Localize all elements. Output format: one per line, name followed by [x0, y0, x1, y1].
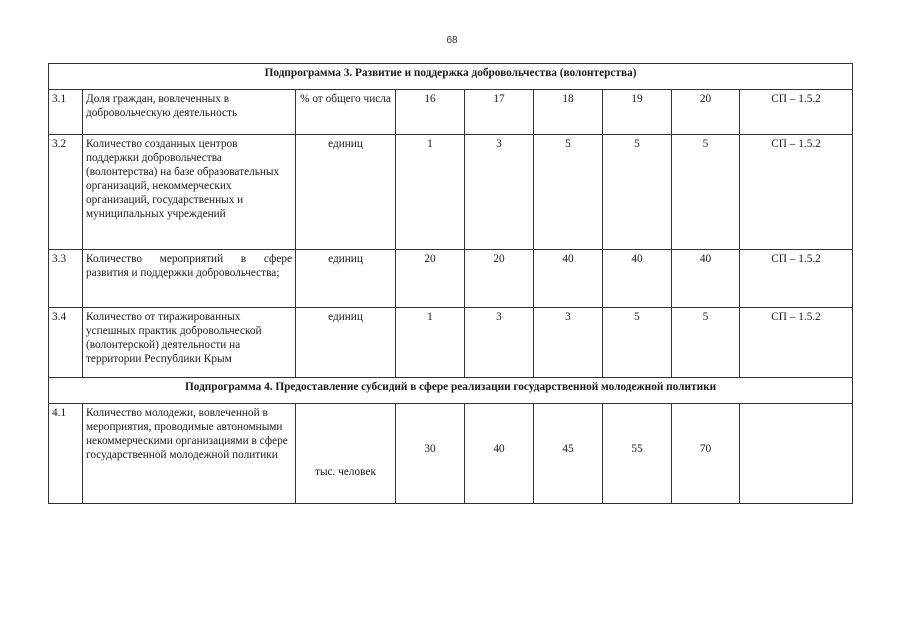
value-cell: 19: [603, 90, 672, 135]
table-row: [49, 90, 853, 135]
value-cell: 55: [603, 404, 672, 504]
section-header-row: [49, 64, 853, 90]
value-cell: 16: [396, 90, 465, 135]
indicator-name: Количество созданных центров поддержки добровольчества (волонтерства) на базе образовательных организаций, некоммерческих организаций, государственных и муниципальных учреждений: [83, 135, 296, 250]
row-number: 4.1: [49, 404, 83, 504]
value-cell: 40: [603, 250, 672, 308]
value-cell: 17: [465, 90, 534, 135]
row-number: 3.4: [49, 308, 83, 378]
table-row: [49, 308, 853, 378]
unit-cell: единиц: [296, 250, 396, 308]
reference-cell: СП – 1.5.2: [740, 90, 853, 135]
reference-cell: СП – 1.5.2: [740, 308, 853, 378]
value-cell: 30: [396, 404, 465, 504]
unit-cell: единиц: [296, 308, 396, 378]
value-cell: 5: [603, 135, 672, 250]
value-cell: 40: [534, 250, 603, 308]
reference-cell: СП – 1.5.2: [740, 135, 853, 250]
row-number: 3.3: [49, 250, 83, 308]
table-row: [49, 404, 853, 504]
indicator-name: Количество от тиражированных успешных практик добровольческой (волонтерской) деятельности на территории Республики Крым: [83, 308, 296, 378]
value-cell: 40: [465, 404, 534, 504]
unit-cell: единиц: [296, 135, 396, 250]
reference-cell: СП – 1.5.2: [740, 250, 853, 308]
table-row: [49, 135, 853, 250]
indicators-table: [48, 63, 853, 504]
page-number: 68: [446, 35, 458, 46]
unit-cell: % от общего числа: [296, 90, 396, 135]
value-cell: 5: [603, 308, 672, 378]
value-cell: 20: [672, 90, 740, 135]
section-title: Подпрограмма 4. Предоставление субсидий в сфере реализации государственной молодежной политики: [49, 378, 853, 404]
indicator-name: Количество молодежи, вовлеченной в мероприятия, проводимые автономными некоммерческими организациями в сфере государственной молодежной политики: [83, 404, 296, 504]
value-cell: 18: [534, 90, 603, 135]
reference-cell: [740, 404, 853, 504]
value-cell: 1: [396, 135, 465, 250]
value-cell: 20: [396, 250, 465, 308]
section-header-row: [49, 378, 853, 404]
value-cell: 3: [465, 135, 534, 250]
indicator-name: Количество мероприятий в сфере развития и поддержки добровольчества;: [83, 250, 296, 308]
value-cell: 3: [465, 308, 534, 378]
indicator-name: Доля граждан, вовлеченных в добровольческую деятельность: [83, 90, 296, 135]
value-cell: 70: [672, 404, 740, 504]
value-cell: 45: [534, 404, 603, 504]
value-cell: 5: [534, 135, 603, 250]
value-cell: 1: [396, 308, 465, 378]
row-number: 3.2: [49, 135, 83, 250]
table-row: [49, 250, 853, 308]
row-number: 3.1: [49, 90, 83, 135]
value-cell: 3: [534, 308, 603, 378]
value-cell: 40: [672, 250, 740, 308]
section-title: Подпрограмма 3. Развитие и поддержка добровольчества (волонтерства): [49, 64, 853, 90]
value-cell: 5: [672, 308, 740, 378]
value-cell: 5: [672, 135, 740, 250]
unit-cell: тыс. человек: [296, 404, 396, 504]
value-cell: 20: [465, 250, 534, 308]
